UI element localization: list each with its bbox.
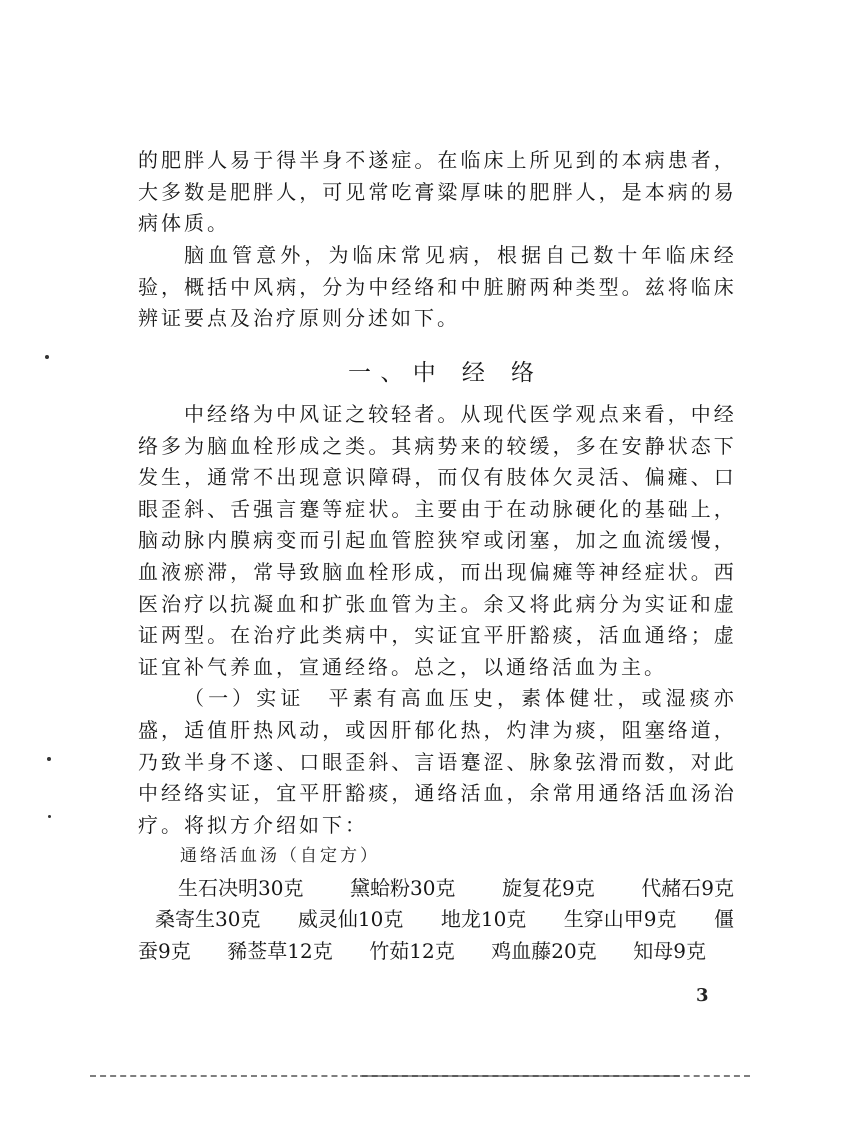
text-line: 乃 致 半 身 不 遂 、 口 眼 歪 斜 、 言 语 蹇 涩 、 脉 象 弦 滑 而 数 ， 对 此 (138, 750, 734, 774)
herb-item: 旋复花9克 (501, 876, 595, 900)
text-line: 大 多 数 是 肥 胖 人 ， 可 见 常 吃 膏 粱 厚 味 的 肥 胖 人 ， 是 本 病 的 易 (138, 180, 734, 204)
herb-item: 知母9克 (633, 939, 706, 963)
text-line: 疗。将拟方介绍如下： (138, 813, 368, 837)
herb-item: 代赭石9克 (641, 876, 734, 900)
herb-line (155, 907, 734, 931)
formula-title: 通络活血汤（自定方） (180, 846, 380, 866)
text-line: 的 肥 胖 人 易 于 得 半 身 不 遂 症 。 在 临 床 上 所 见 到 的 本 病 患 者 ， (138, 148, 734, 172)
page-number: 3 (696, 985, 709, 1006)
text-line: 眼 歪 斜 、 舌 强 言 蹇 等 症 状 。 主 要 由 于 在 动 脉 硬 化 的 基 础 上 ， (138, 497, 734, 521)
herb-item: 黛蛤粉30克 (349, 876, 456, 900)
text-line: 脑 血 管 意 外 ， 为 临 床 常 见 病 ， 根 据 自 己 数 十 年 临 床 经 (184, 243, 734, 267)
text-line: 辨证要点及治疗原则分述如下。 (138, 306, 460, 330)
scan-speck (45, 355, 49, 359)
herb-item: 桑寄生30克 (155, 907, 261, 931)
text-line: 脑 动 脉 内 膜 病 变 而 引 起 血 管 腔 狭 窄 或 闭 塞 ， 加 之 血 流 缓 慢 ， (138, 528, 734, 552)
scan-speck (47, 757, 51, 761)
herb-item: 僵 (713, 907, 734, 931)
herb-line (138, 939, 706, 963)
herb-item: 蚕9克 (138, 939, 191, 963)
text-line: 络 多 为 脑 血 栓 形 成 之 类 。 其 病 势 来 的 较 缓 ， 多 在 安 静 状 态 下 (138, 434, 734, 458)
herb-item: 竹茹12克 (369, 939, 455, 963)
herb-line (178, 876, 734, 900)
text-line: 医 治 疗 以 抗 凝 血 和 扩 张 血 管 为 主 。 余 又 将 此 病 分 为 实 证 和 虚 (138, 592, 734, 616)
text-line: 验 ， 概 括 中 风 病 ， 分 为 中 经 络 和 中 脏 腑 两 种 类 型 。 兹 将 临 床 (138, 275, 734, 299)
text-line: 证宜补气养血，宣通经络。总之，以通络活血为主。 (138, 655, 667, 679)
herb-item: 豨莶草12克 (227, 939, 333, 963)
text-line: 病体质。 (138, 211, 230, 235)
herb-item: 鸡血藤20克 (491, 939, 597, 963)
herb-item: 生石决明30克 (178, 876, 304, 900)
text-line: （ 一 ） 实 证 平 素 有 高 血 压 史 ， 素 体 健 壮 ， 或 湿 痰 亦 (184, 686, 734, 710)
text-line: 中 经 络 为 中 风 证 之 较 轻 者 。 从 现 代 医 学 观 点 来 看 ， 中 经 (184, 402, 734, 426)
scan-speck (48, 815, 51, 818)
herb-item: 生穿山甲9克 (563, 907, 677, 931)
page-edge-rule (360, 1075, 680, 1077)
section-heading: 一 、 中 经 络 (348, 360, 534, 386)
herb-item: 地龙10克 (440, 907, 527, 931)
text-line: 中 经 络 实 证 ， 宜 平 肝 豁 痰 ， 通 络 活 血 ， 余 常 用 通 络 活 血 汤 治 (138, 781, 734, 805)
text-line: 证 两 型 。 在 治 疗 此 类 病 中 ， 实 证 宜 平 肝 豁 痰 ， 活 血 通 络 ； 虚 (138, 623, 734, 647)
text-line: 血 液 瘀 滞 ， 常 导 致 脑 血 栓 形 成 ， 而 出 现 偏 瘫 等 神 经 症 状 。 西 (138, 560, 734, 584)
text-line: 盛 ， 适 值 肝 热 风 动 ， 或 因 肝 郁 化 热 ， 灼 津 为 痰 ， 阻 塞 络 道 ， (138, 718, 734, 742)
text-line: 发 生 ， 通 常 不 出 现 意 识 障 碍 ， 而 仅 有 肢 体 欠 灵 活 、 偏 瘫 、 口 (138, 465, 734, 489)
herb-item: 威灵仙10克 (297, 907, 404, 931)
